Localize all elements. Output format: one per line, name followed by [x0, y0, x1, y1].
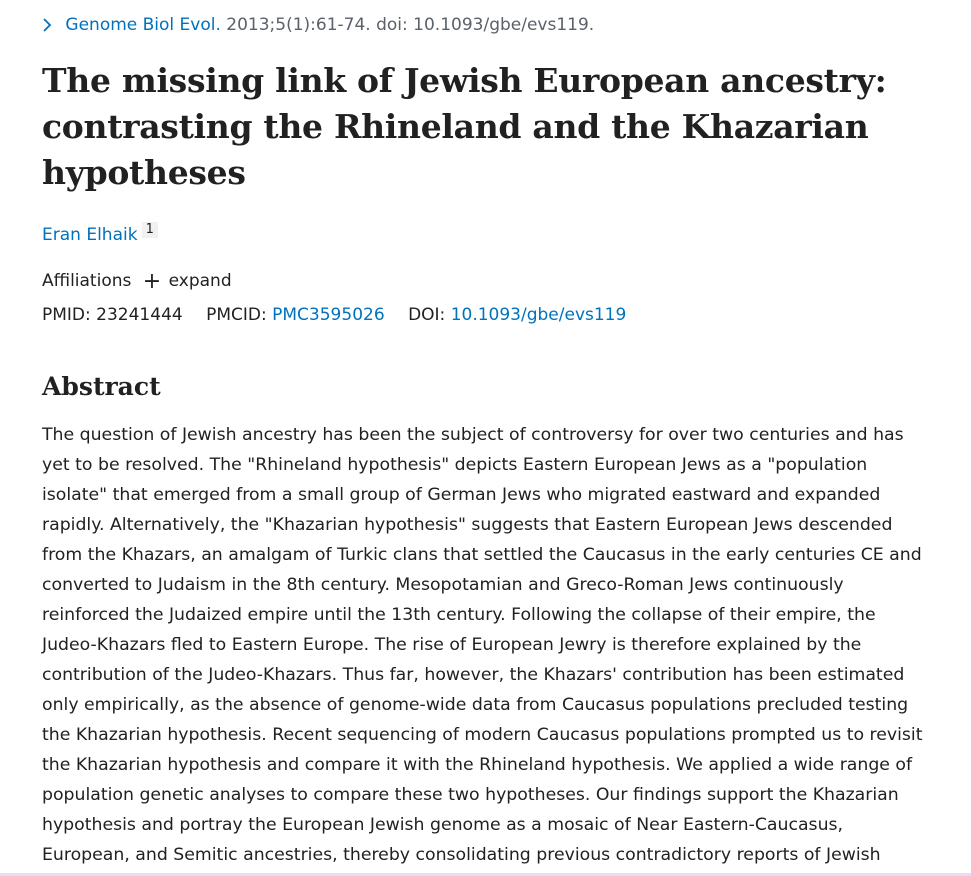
expand-label: expand: [168, 271, 232, 291]
abstract-line: from the Khazars, an amalgam of Turkic clans that settled the Caucasus in the early centuries CE and: [42, 545, 922, 565]
pmid-label: PMID:: [42, 305, 91, 325]
abstract-line: only empirically, as the absence of genome-wide data from Caucasus populations precluded testing: [42, 695, 909, 715]
doi-label: DOI:: [408, 305, 446, 325]
abstract-line: the Khazarian hypothesis and compare it with the Rhineland hypothesis. We applied a wide range of: [42, 755, 913, 775]
title-line: hypotheses: [42, 153, 246, 192]
pmid-group: [42, 305, 188, 325]
chevron-right-icon[interactable]: [42, 13, 60, 37]
affiliations-label: Affiliations: [42, 271, 132, 291]
citation-line: [42, 13, 594, 37]
identifiers-row: [42, 302, 644, 328]
abstract-line: rapidly. Alternatively, the "Khazarian hypothesis" suggests that Eastern European Jews descended: [42, 515, 893, 535]
abstract-line: hypothesis and portray the European Jewish genome as a mosaic of Near Eastern-Caucasus,: [42, 815, 844, 835]
abstract-line: population genetic analyses to compare these two hypotheses. Our findings support the Khazarian: [42, 785, 899, 805]
abstract-line: converted to Judaism in the 8th century. Mesopotamian and Greco-Roman Jews continuously: [42, 575, 844, 595]
author-link[interactable]: Eran Elhaik: [42, 225, 138, 245]
abstract-line: reinforced the Judaized empire until the 13th century. Following the collapse of their empire, the: [42, 605, 876, 625]
affiliation-number-link[interactable]: 1: [142, 222, 158, 238]
abstract-heading: Abstract: [42, 372, 161, 401]
abstract-line: yet to be resolved. The "Rhineland hypothesis" depicts Eastern European Jews as a "population: [42, 455, 868, 475]
abstract-line: contribution of the Judeo-Khazars. Thus far, however, the Khazars' contribution has been estimated: [42, 665, 905, 685]
author-list: [42, 222, 158, 248]
doi-group: [408, 305, 626, 325]
abstract-line: isolate" that emerged from a small group of German Jews who migrated eastward and expanded: [42, 485, 881, 505]
affiliations-row: [42, 268, 232, 295]
abstract-line: The question of Jewish ancestry has been the subject of controversy for over two centuries and has: [42, 425, 904, 445]
article-title: [42, 58, 922, 196]
affiliations-expand-button[interactable]: [143, 268, 232, 295]
pmcid-group: [206, 305, 390, 325]
pmid-value: 23241444: [96, 305, 183, 325]
abstract-line: the Khazarian hypothesis. Recent sequencing of modern Caucasus populations prompted us to revisit: [42, 725, 923, 745]
journal-link[interactable]: Genome Biol Evol.: [65, 15, 221, 35]
abstract-line: Judeo-Khazars fled to Eastern Europe. The rise of European Jewry is therefore explained by the: [42, 635, 862, 655]
title-line: The missing link of Jewish European ancestry:: [42, 61, 887, 100]
abstract-body: [42, 420, 938, 870]
pmcid-label: PMCID:: [206, 305, 267, 325]
title-line: contrasting the Rhineland and the Khazarian: [42, 107, 869, 146]
citation-meta: 2013;5(1):61-74. doi: 10.1093/gbe/evs119.: [226, 15, 595, 35]
abstract-line: European, and Semitic ancestries, thereby consolidating previous contradictory reports of Jewish: [42, 845, 881, 865]
plus-icon: +: [142, 269, 162, 294]
pmcid-link[interactable]: PMC3595026: [272, 305, 385, 325]
doi-link[interactable]: 10.1093/gbe/evs119: [450, 305, 627, 325]
